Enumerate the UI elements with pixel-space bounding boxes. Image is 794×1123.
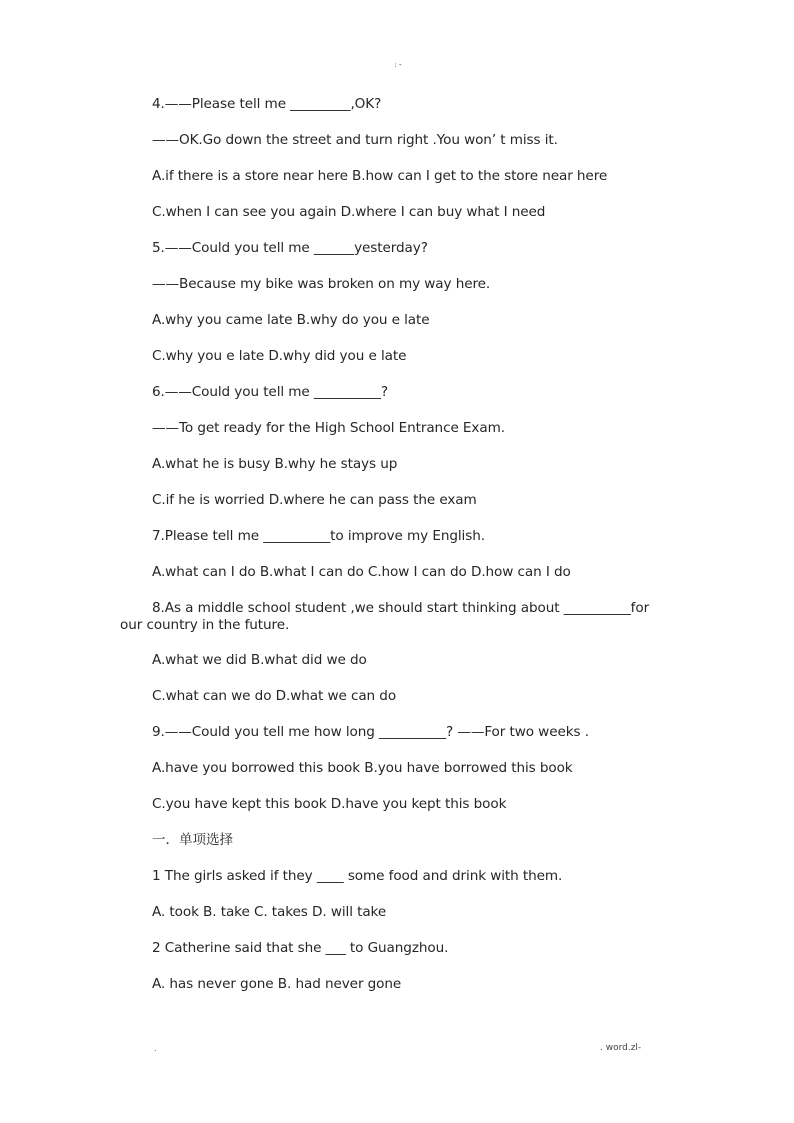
mc-question-1: 1 The girls asked if they ____ some food and drink with them. xyxy=(152,868,563,884)
header-mark: : - xyxy=(394,61,402,69)
mc-question-1-options: A. took B. take C. takes D. will take xyxy=(152,904,387,920)
question-5-options-ab: A.why you came late B.why do you e late xyxy=(152,312,430,328)
question-5: 5.——Could you tell me ______yesterday? xyxy=(152,240,428,256)
question-8-options-ab: A.what we did B.what did we do xyxy=(152,652,367,668)
question-4-response: ——OK.Go down the street and turn right .You won’ t miss it. xyxy=(152,132,558,148)
question-8: 8.As a middle school student ,we should start thinking about __________for our country in the future. xyxy=(120,600,650,633)
footer-right: . word.zl- xyxy=(600,1043,642,1053)
question-5-options-cd: C.why you e late D.why did you e late xyxy=(152,348,407,364)
question-4-options-ab: A.if there is a store near here B.how can I get to the store near here xyxy=(152,168,608,184)
question-9: 9.——Could you tell me how long __________? ——For two weeks . xyxy=(152,724,589,740)
section-heading: 一．单项选择 xyxy=(152,832,233,848)
question-7-options: A.what can I do B.what I can do C.how I can do D.how can I do xyxy=(152,564,571,580)
question-6-options-cd: C.if he is worried D.where he can pass the exam xyxy=(152,492,477,508)
question-8-options-cd: C.what can we do D.what we can do xyxy=(152,688,397,704)
mc-question-2-options: A. has never gone B. had never gone xyxy=(152,976,402,992)
question-6-options-ab: A.what he is busy B.why he stays up xyxy=(152,456,398,472)
question-5-response: ——Because my bike was broken on my way here. xyxy=(152,276,491,292)
question-4-options-cd: C.when I can see you again D.where I can buy what I need xyxy=(152,204,546,220)
question-6: 6.——Could you tell me __________? xyxy=(152,384,388,400)
question-6-response: ——To get ready for the High School Entrance Exam. xyxy=(152,420,505,436)
question-9-options-cd: C.you have kept this book D.have you kept this book xyxy=(152,796,507,812)
footer-left: . xyxy=(154,1044,157,1053)
question-7: 7.Please tell me __________to improve my English. xyxy=(152,528,485,544)
question-9-options-ab: A.have you borrowed this book B.you have borrowed this book xyxy=(152,760,573,776)
question-4: 4.——Please tell me _________,OK? xyxy=(152,96,382,112)
mc-question-2: 2 Catherine said that she ___ to Guangzhou. xyxy=(152,940,449,956)
